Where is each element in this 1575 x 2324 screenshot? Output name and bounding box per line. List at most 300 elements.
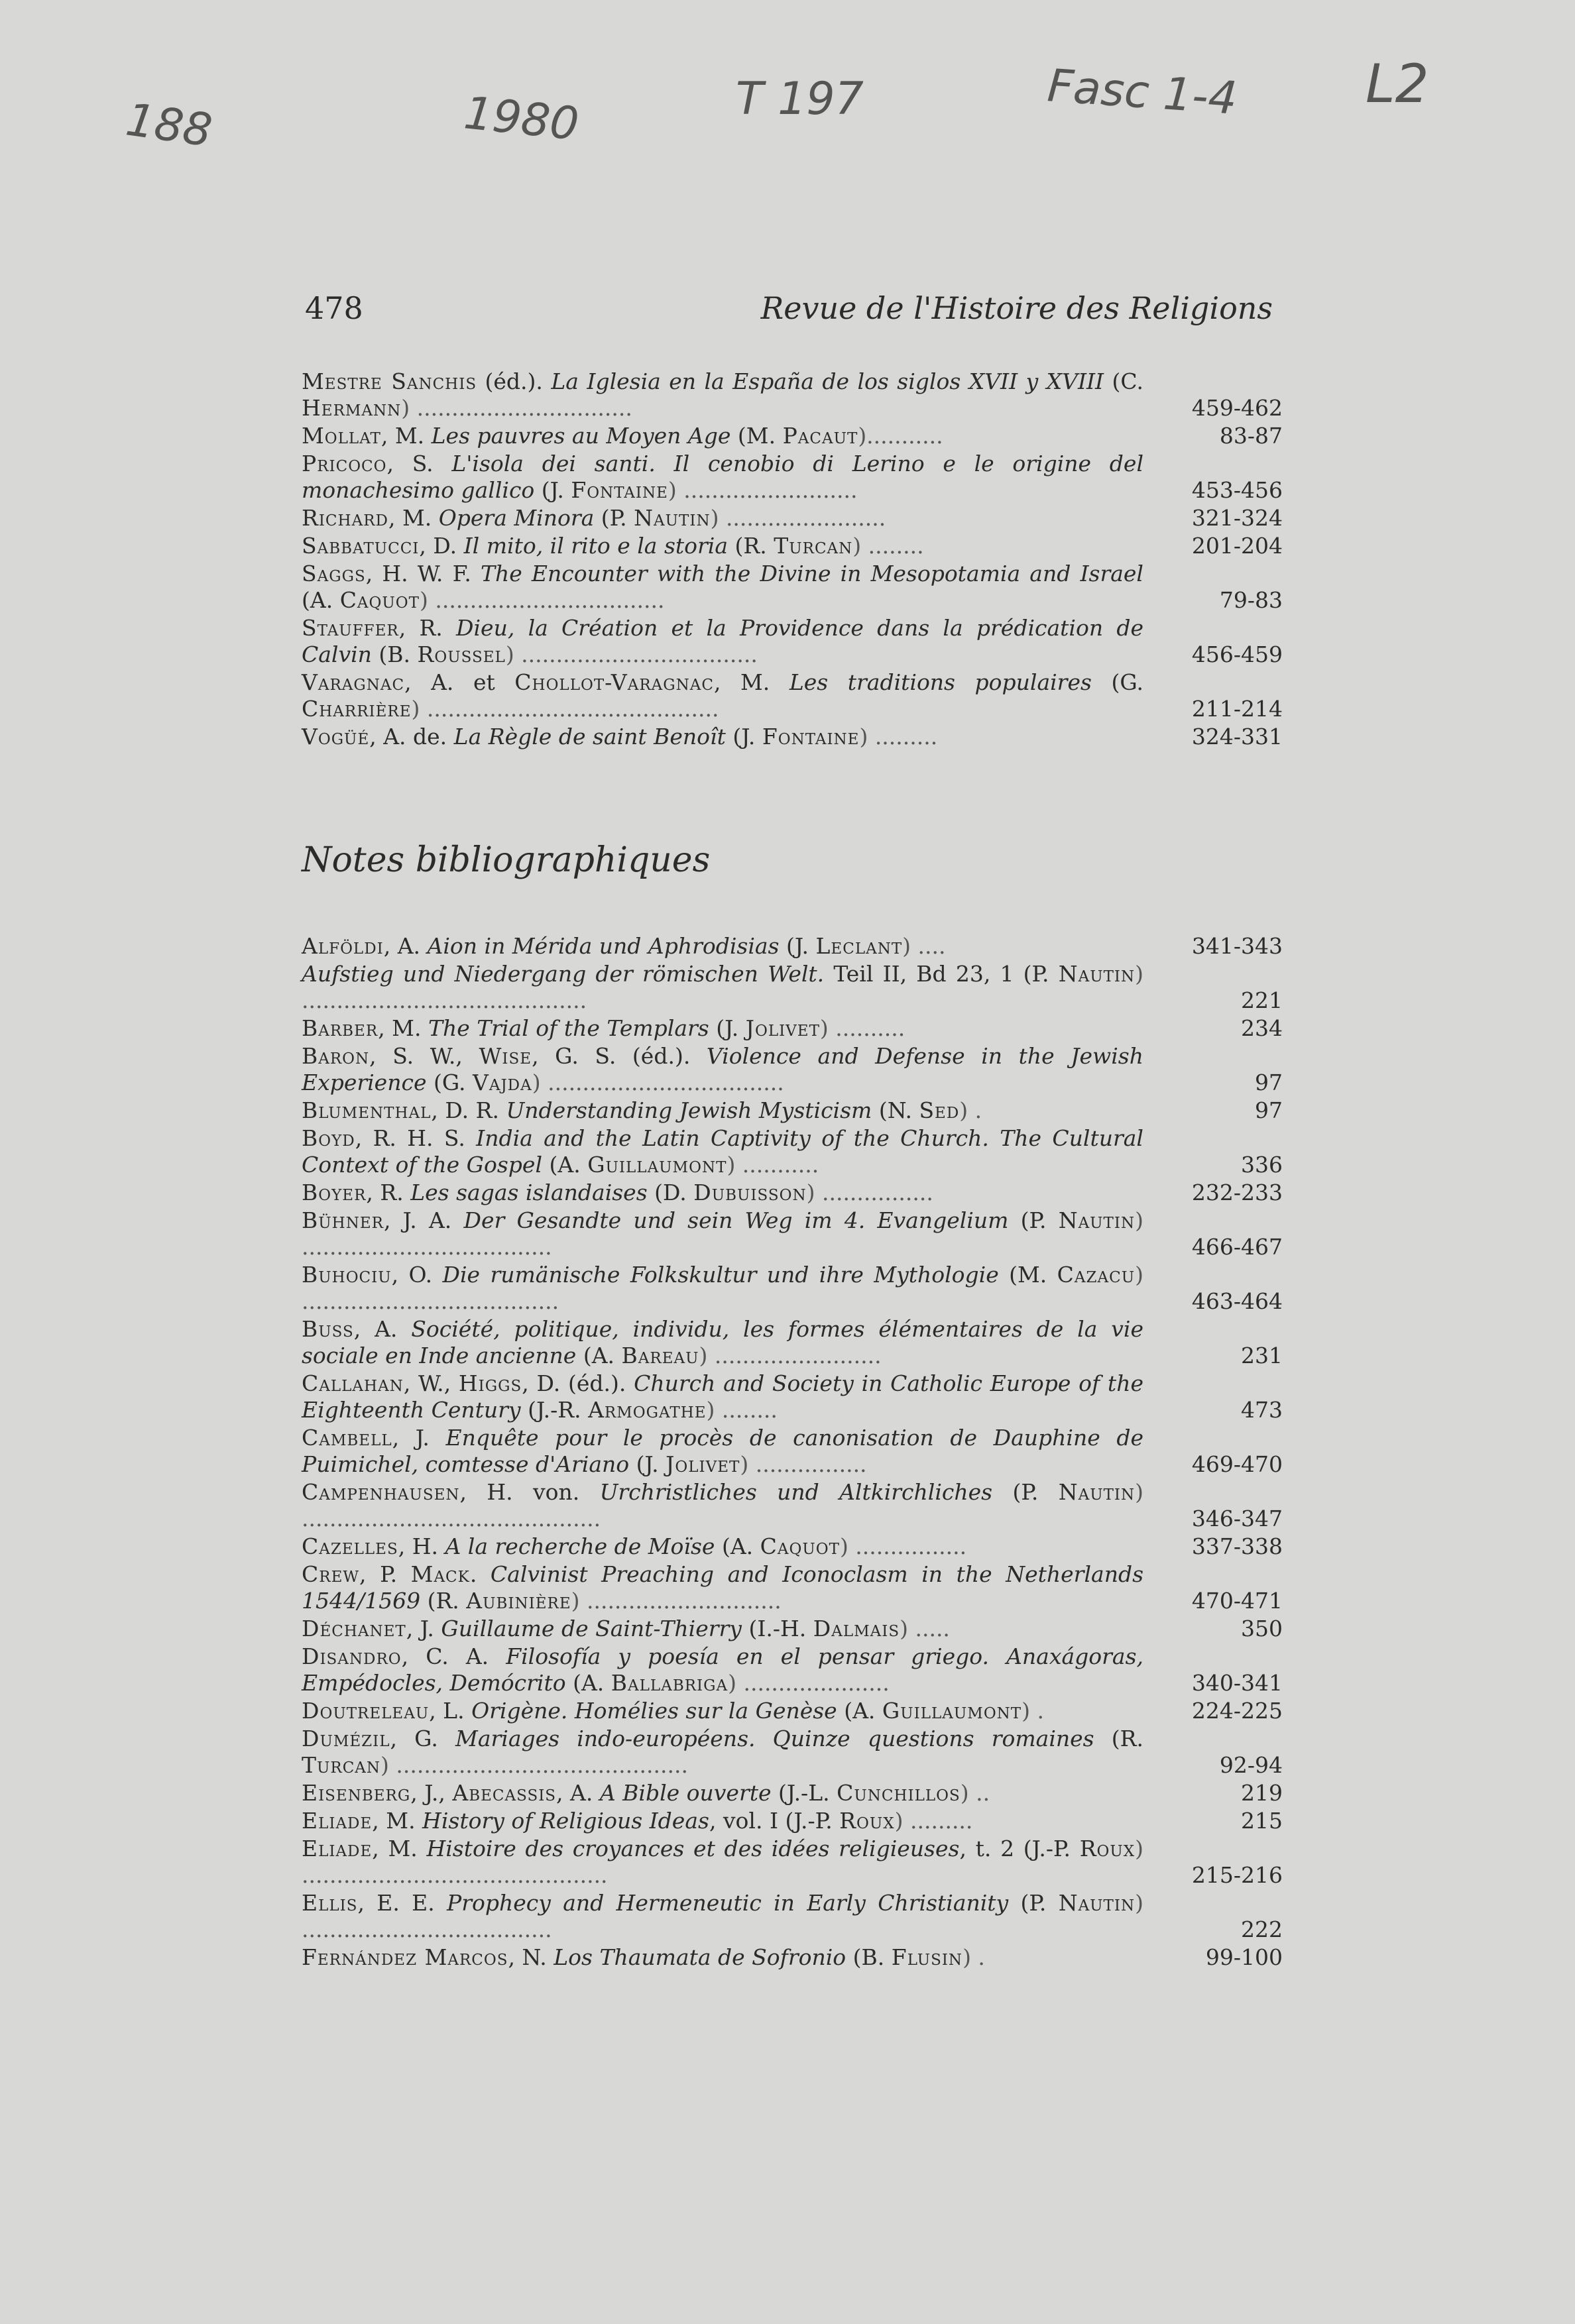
entry-text xyxy=(302,1616,1143,1642)
entry-text xyxy=(302,1043,1143,1096)
author-name: Saggs xyxy=(302,561,366,586)
index-entry xyxy=(302,1180,1283,1206)
leader-dots: ) . xyxy=(959,1097,982,1123)
reviewer-name: Turcan xyxy=(774,533,853,559)
author-initials: , J. xyxy=(392,1425,446,1451)
index-entry xyxy=(302,1207,1283,1260)
leader-dots: ) .... xyxy=(902,933,946,959)
reviewer-prefix: (R. xyxy=(728,533,774,559)
author-initials: , R. xyxy=(366,1180,411,1205)
reviewer-prefix: (I.-H. xyxy=(741,1616,813,1641)
reviewer-name: Bareau xyxy=(621,1343,699,1368)
author-initials: , M. xyxy=(372,1836,427,1861)
book-title: Mariages indo-européens. Quinze questions romaines xyxy=(455,1726,1094,1751)
book-title: The Trial of the Templars xyxy=(428,1015,709,1041)
reviewer-prefix: (R. xyxy=(420,1588,467,1614)
author-initials: , H. xyxy=(398,1533,445,1559)
page-range: 469-470 xyxy=(1191,1451,1283,1477)
book-title: Il mito, il rito e la storia xyxy=(463,533,729,559)
page-range: 466-467 xyxy=(1191,1234,1283,1260)
index-entry xyxy=(302,669,1283,722)
entry-text xyxy=(302,1262,1143,1315)
author-initials: , M. xyxy=(378,1015,428,1041)
book-title: L'isola dei santi. Il cenobio di Lerino e le origine del monachesimo gallico xyxy=(302,451,1144,503)
author-name: Boyer xyxy=(302,1180,367,1205)
entry-text xyxy=(302,615,1143,668)
author-name: Campenhausen xyxy=(302,1479,460,1505)
leader-dots: ) .......................................... xyxy=(380,1752,688,1778)
index-entry xyxy=(302,1479,1283,1532)
leader-dots: ) ..................... xyxy=(728,1670,890,1696)
reviewer-name: Roux xyxy=(839,1808,895,1834)
page-range: 97 xyxy=(1255,1070,1283,1095)
page-range: 231 xyxy=(1241,1343,1283,1368)
index-entry xyxy=(302,561,1283,614)
leader-dots: ) ......... xyxy=(859,724,938,749)
author-initials: , D. (éd.). xyxy=(522,1370,634,1396)
index-entry xyxy=(302,505,1283,531)
leader-dots: ) ........................ xyxy=(699,1343,882,1368)
book-title: Enquête pour le procès de canonisation de Dauphine de Puimichel, comtesse d'Ariano xyxy=(302,1425,1143,1477)
author-initials: , G. S. (éd.). xyxy=(532,1043,707,1069)
leader-dots: ) .......................................... xyxy=(411,696,719,722)
author-name: Mollat xyxy=(302,423,381,449)
book-title: Guillaume de Saint-Thierry xyxy=(441,1616,742,1641)
index-entry xyxy=(302,1780,1283,1806)
reviewer-name: Cunchillos xyxy=(837,1780,961,1806)
reviewer-prefix: (A. xyxy=(565,1670,611,1696)
author-initials: , R. H. S. xyxy=(355,1125,477,1151)
leader-dots: ) .................................. xyxy=(505,641,758,667)
entry-text xyxy=(302,1125,1143,1178)
book-title: Histoire des croyances et des idées religieuses xyxy=(426,1836,960,1861)
page-range: 215 xyxy=(1241,1808,1283,1834)
index-entry xyxy=(302,1808,1283,1834)
leader-dots: ) ............................... xyxy=(401,395,632,421)
reviewer-prefix: (J. xyxy=(629,1451,666,1477)
book-title: Les traditions populaires xyxy=(789,669,1092,695)
entry-text xyxy=(302,961,1143,1014)
entry-text xyxy=(302,724,1143,750)
page-range: 232-233 xyxy=(1191,1180,1283,1205)
page-range: 234 xyxy=(1241,1015,1283,1041)
author-name: Doutreleau xyxy=(302,1698,430,1724)
leader-dots: ) ..... xyxy=(900,1616,950,1641)
reviewer-prefix: (B. xyxy=(846,1944,892,1970)
author-initials: , J., xyxy=(410,1780,453,1806)
author-initials: , A. xyxy=(556,1780,600,1806)
leader-dots: ) ..................................... xyxy=(302,1262,1143,1314)
page-range: 224-225 xyxy=(1191,1698,1283,1724)
page-range: 350 xyxy=(1241,1616,1283,1641)
reviewer-prefix: (N. xyxy=(872,1097,919,1123)
entry-text xyxy=(302,1533,1143,1560)
leader-dots: ) .......... xyxy=(819,1015,905,1041)
volume-info: Teil II, Bd 23, 1 xyxy=(824,961,1014,987)
author-initials: , D. R. xyxy=(431,1097,506,1123)
author-name: Eliade xyxy=(302,1808,373,1834)
review-index-list xyxy=(302,368,1283,751)
author-initials: , A. et xyxy=(404,669,515,695)
reviewer-name: Flusin xyxy=(891,1944,963,1970)
leader-dots: ) .................................... xyxy=(302,1890,1143,1942)
book-title: Origène. Homélies sur la Genèse xyxy=(471,1698,837,1724)
author-name: Eliade xyxy=(302,1836,373,1861)
author-initials: , A. xyxy=(383,933,428,959)
index-entry xyxy=(302,1836,1283,1889)
author-initials: , C. A. xyxy=(401,1643,506,1669)
author-initials: . xyxy=(469,1561,491,1587)
leader-dots: )........... xyxy=(858,423,943,449)
author-name: Boyd xyxy=(302,1125,355,1151)
reviewer-prefix: (P. xyxy=(1008,1207,1059,1233)
author-initials: , M. xyxy=(372,1808,423,1834)
entry-text xyxy=(302,368,1143,421)
book-title: Church and Society in Catholic Europe of the Eighteenth Century xyxy=(302,1370,1143,1423)
leader-dots: ) . xyxy=(1021,1698,1045,1724)
book-title: India and the Latin Captivity of the Church. The Cultural Context of the Gospel xyxy=(302,1125,1143,1178)
author-initials: , H. W. F. xyxy=(365,561,481,586)
journal-title: Revue de l'Histoire des Religions xyxy=(760,290,1273,326)
author-initials: , A. de. xyxy=(369,724,454,749)
handwritten-note: Fasc 1-4 xyxy=(1045,60,1239,125)
page-range: 341-343 xyxy=(1191,933,1283,959)
reviewer-prefix: (J.-P. xyxy=(1014,1836,1080,1861)
entry-text xyxy=(302,1370,1143,1423)
page-number: 478 xyxy=(305,290,363,326)
reviewer-prefix: (P. xyxy=(1008,1890,1059,1916)
author-name: Disandro xyxy=(302,1643,402,1669)
reviewer-name: Guillaumont xyxy=(587,1152,727,1178)
book-title: Opera Minora xyxy=(438,505,595,531)
book-title: Violence and Defense in the Jewish Experience xyxy=(302,1043,1143,1095)
leader-dots: ) .................................. xyxy=(532,1070,784,1095)
page-range: 459-462 xyxy=(1191,395,1283,421)
reviewer-prefix: (A. xyxy=(576,1343,622,1368)
author-name: Cazelles xyxy=(302,1533,398,1559)
entry-text xyxy=(302,1643,1143,1696)
reviewer-name: Cazacu xyxy=(1057,1262,1136,1288)
entry-text xyxy=(302,1890,1143,1943)
book-title: Calvinist Preaching and Iconoclasm in the Netherlands 1544/1569 xyxy=(302,1561,1144,1614)
index-entry xyxy=(302,724,1283,750)
reviewer-name: Roussel xyxy=(417,641,506,667)
reviewer-name: Hermann xyxy=(302,395,402,421)
entry-text xyxy=(302,1561,1143,1614)
author-name: Déchanet xyxy=(302,1616,406,1641)
page-range: 99-100 xyxy=(1205,1944,1283,1970)
book-title: History of Religious Ideas xyxy=(422,1808,709,1834)
reviewer-name: Caquot xyxy=(760,1533,840,1559)
leader-dots: ) ....................... xyxy=(710,505,886,531)
reviewer-name: Fontaine xyxy=(762,724,860,749)
author-initials: , L. xyxy=(429,1698,472,1724)
author-name: Fernández Marcos xyxy=(302,1944,508,1970)
entry-text xyxy=(302,1780,1143,1806)
entry-text xyxy=(302,451,1143,504)
book-title: Understanding Jewish Mysticism xyxy=(506,1097,872,1123)
reviewer-name: Pacaut xyxy=(782,423,858,449)
book-title: Aufstieg und Niedergang der römischen Welt. xyxy=(302,961,825,987)
reviewer-name: Turcan xyxy=(302,1752,381,1778)
author-name: Higgs xyxy=(458,1370,522,1396)
book-title: Société, politique, individu, les formes élémentaires de la vie sociale en Inde ancienne xyxy=(302,1316,1143,1368)
leader-dots: ) ......... xyxy=(894,1808,973,1834)
author-initials: , D. xyxy=(419,533,464,559)
author-name: Barber xyxy=(302,1015,379,1041)
leader-dots: ) ........... xyxy=(727,1152,819,1178)
page-range: 221 xyxy=(1241,987,1283,1013)
handwritten-note: 1980 xyxy=(461,87,581,151)
page-range: 321-324 xyxy=(1191,505,1283,531)
book-title: La Iglesia en la España de los siglos XVII y XVIII xyxy=(551,368,1104,394)
reviewer-prefix: (M. xyxy=(998,1262,1057,1288)
reviewer-prefix: (M. xyxy=(730,423,783,449)
page-range: 97 xyxy=(1255,1097,1283,1123)
author-name: Pricoco xyxy=(302,451,387,476)
book-title: Der Gesandte und sein Weg im 4. Evangelium xyxy=(463,1207,1009,1233)
author-initials: , M. xyxy=(380,423,432,449)
author-name: Varagnac xyxy=(302,669,405,695)
reviewer-prefix: (J.-L. xyxy=(771,1780,837,1806)
notes-index-list xyxy=(302,933,1283,1972)
author-initials: , O. xyxy=(391,1262,443,1288)
leader-dots: ) ......................................... xyxy=(302,961,1143,1013)
reviewer-prefix: (G. xyxy=(1091,669,1143,695)
index-entry xyxy=(302,1698,1283,1724)
index-entry xyxy=(302,1015,1283,1042)
page-range: 83-87 xyxy=(1219,423,1283,449)
leader-dots: ) .................................... xyxy=(302,1207,1143,1260)
leader-dots: ) ................ xyxy=(839,1533,967,1559)
author-name: Ellis xyxy=(302,1890,358,1916)
author-name: Richard xyxy=(302,505,388,531)
entry-text xyxy=(302,505,1143,531)
index-entry xyxy=(302,1262,1283,1315)
reviewer-prefix: (J.-P. xyxy=(778,1808,840,1834)
page-range: 211-214 xyxy=(1191,696,1283,722)
leader-dots: ) ................ xyxy=(740,1451,867,1477)
index-entry xyxy=(302,1316,1283,1369)
reviewer-name: Nautin xyxy=(1058,1207,1136,1233)
index-entry xyxy=(302,1125,1283,1178)
author-initials: , P. xyxy=(359,1561,411,1587)
reviewer-prefix: (J. xyxy=(725,724,762,749)
book-title: A Bible ouverte xyxy=(599,1780,772,1806)
author-name: Bühner xyxy=(302,1207,384,1233)
handwritten-note: L2 xyxy=(1366,53,1429,115)
book-title: Aion in Mérida und Aphrodisias xyxy=(427,933,780,959)
page-range: 456-459 xyxy=(1191,641,1283,667)
author-name: Baron xyxy=(302,1043,370,1069)
reviewer-prefix: (J. xyxy=(534,477,571,503)
author-name: Crew xyxy=(302,1561,359,1587)
reviewer-name: Fontaine xyxy=(571,477,668,503)
volume-info: , vol. I xyxy=(709,1808,778,1834)
entry-text xyxy=(302,933,1143,960)
index-entry xyxy=(302,1043,1283,1096)
reviewer-name: Nautin xyxy=(1058,961,1136,987)
author-name: Chollot-Varagnac xyxy=(514,669,714,695)
author-initials: , W., xyxy=(403,1370,459,1396)
author-initials: , E. E. xyxy=(357,1890,447,1916)
author-initials: , J. xyxy=(406,1616,441,1641)
author-name: Mestre Sanchis xyxy=(302,368,477,394)
entry-text xyxy=(302,1015,1143,1042)
handwritten-note: 188 xyxy=(123,93,215,158)
author-name: Buss xyxy=(302,1316,354,1342)
entry-text xyxy=(302,1316,1143,1369)
page-range: 215-216 xyxy=(1191,1862,1283,1888)
index-entry xyxy=(302,423,1283,449)
reviewer-name: Sed xyxy=(919,1097,960,1123)
author-name: Dumézil xyxy=(302,1726,390,1751)
reviewer-prefix: (P. xyxy=(1014,961,1059,987)
page-range: 219 xyxy=(1241,1780,1283,1806)
index-entry xyxy=(302,615,1283,668)
index-entry xyxy=(302,1643,1283,1696)
page-range: 222 xyxy=(1241,1916,1283,1942)
page-range: 473 xyxy=(1241,1397,1283,1423)
author-name: Abecassis xyxy=(452,1780,557,1806)
author-name: Callahan xyxy=(302,1370,404,1396)
entry-text xyxy=(302,1944,1143,1971)
page-range: 453-456 xyxy=(1191,477,1283,503)
index-entry xyxy=(302,1561,1283,1614)
page-range: 463-464 xyxy=(1191,1288,1283,1314)
author-initials: , R. xyxy=(398,615,457,641)
leader-dots: ) ................................. xyxy=(419,587,665,613)
reviewer-prefix: (D. xyxy=(647,1180,694,1205)
entry-text xyxy=(302,1479,1143,1532)
page-range: 346-347 xyxy=(1191,1506,1283,1531)
index-entry xyxy=(302,961,1283,1014)
reviewer-prefix: (A. xyxy=(302,587,340,613)
reviewer-name: Roux xyxy=(1079,1836,1136,1861)
reviewer-name: Aubinière xyxy=(466,1588,571,1614)
author-initials: , N. xyxy=(508,1944,554,1970)
leader-dots: ) ............................ xyxy=(571,1588,782,1614)
reviewer-name: Nautin xyxy=(1058,1479,1136,1505)
volume-info: , t. 2 xyxy=(959,1836,1015,1861)
book-title: Los Thaumata de Sofronio xyxy=(554,1944,846,1970)
entry-text xyxy=(302,1698,1143,1724)
author-name: Alföldi xyxy=(302,933,384,959)
entry-text xyxy=(302,533,1143,559)
reviewer-name: Leclant xyxy=(815,933,903,959)
page-range: 324-331 xyxy=(1191,724,1283,749)
author-initials: , S. W., xyxy=(369,1043,479,1069)
author-name: Stauffer xyxy=(302,615,399,641)
reviewer-name: Ballabriga xyxy=(611,1670,729,1696)
author-name: Buhociu xyxy=(302,1262,392,1288)
index-entry xyxy=(302,1425,1283,1478)
reviewer-name: Nautin xyxy=(1058,1890,1136,1916)
reviewer-name: Jolivet xyxy=(666,1451,740,1477)
reviewer-prefix: (P. xyxy=(992,1479,1059,1505)
author-name: Cambell xyxy=(302,1425,392,1451)
book-title: Les pauvres au Moyen Age xyxy=(431,423,731,449)
reviewer-name: Dubuisson xyxy=(693,1180,807,1205)
leader-dots: ) . xyxy=(962,1944,985,1970)
author-name: Blumenthal xyxy=(302,1097,432,1123)
leader-dots: ) ........ xyxy=(706,1397,778,1423)
reviewer-name: Armogathe xyxy=(588,1397,707,1423)
reviewer-prefix: (P. xyxy=(594,505,634,531)
entry-text xyxy=(302,1180,1143,1206)
entry-text xyxy=(302,1097,1143,1124)
index-entry xyxy=(302,1533,1283,1560)
author-initials: , M. xyxy=(714,669,789,695)
reviewer-name: Nautin xyxy=(634,505,711,531)
reviewer-prefix: (B. xyxy=(371,641,418,667)
index-entry xyxy=(302,1726,1283,1779)
author-initials: , G. xyxy=(390,1726,456,1751)
reviewer-prefix: (A. xyxy=(715,1533,760,1559)
entry-text xyxy=(302,1808,1143,1834)
book-title: Les sagas islandaises xyxy=(410,1180,648,1205)
book-title: Die rumänische Folkskultur und ihre Mythologie xyxy=(442,1262,999,1288)
author-initials: (éd.). xyxy=(477,368,552,394)
book-title: Filosofía y poesía en el pensar griego. Anaxágoras, Empédocles, Demócrito xyxy=(302,1643,1144,1696)
index-entry xyxy=(302,451,1283,504)
book-title: Dieu, la Création et la Providence dans la prédication de Calvin xyxy=(302,615,1143,667)
index-entry xyxy=(302,933,1283,960)
author-initials: , S. xyxy=(386,451,452,476)
entry-text xyxy=(302,1836,1143,1889)
reviewer-prefix: (A. xyxy=(542,1152,588,1178)
entry-text xyxy=(302,423,1143,449)
entry-text xyxy=(302,669,1143,722)
index-entry xyxy=(302,1097,1283,1124)
book-title: La Règle de saint Benoît xyxy=(453,724,726,749)
index-entry xyxy=(302,533,1283,559)
author-initials: , J. A. xyxy=(383,1207,464,1233)
leader-dots: ) ......................... xyxy=(668,477,858,503)
leader-dots: ) ........ xyxy=(852,533,924,559)
leader-dots: ) ............................................ xyxy=(302,1836,1144,1888)
page-range: 92-94 xyxy=(1219,1752,1283,1778)
leader-dots: ) .. xyxy=(960,1780,990,1806)
leader-dots: ) ........................................... xyxy=(302,1479,1143,1531)
author-name: Vogüé xyxy=(302,724,370,749)
author-initials: , M. xyxy=(388,505,439,531)
reviewer-name: Guillaumont xyxy=(882,1698,1022,1724)
author-name: Wise xyxy=(479,1043,532,1069)
reviewer-prefix: (J.-R. xyxy=(520,1397,589,1423)
book-title: Prophecy and Hermeneutic in Early Christianity xyxy=(447,1890,1009,1916)
entry-text xyxy=(302,1207,1143,1260)
reviewer-prefix: (R. xyxy=(1094,1726,1143,1751)
leader-dots: ) ................ xyxy=(806,1180,933,1205)
reviewer-name: Caquot xyxy=(339,587,420,613)
page-range: 336 xyxy=(1241,1152,1283,1178)
reviewer-prefix: (J. xyxy=(779,933,816,959)
reviewer-name: Jolivet xyxy=(745,1015,820,1041)
entry-text xyxy=(302,1726,1143,1779)
reviewer-prefix: (J. xyxy=(709,1015,746,1041)
author-initials: , H. von. xyxy=(459,1479,600,1505)
reviewer-name: Dalmais xyxy=(813,1616,900,1641)
author-name: Eisenberg xyxy=(302,1780,411,1806)
entry-text xyxy=(302,1425,1143,1478)
reviewer-prefix: (C. xyxy=(1104,368,1143,394)
page-range: 340-341 xyxy=(1191,1670,1283,1696)
book-title: The Encounter with the Divine in Mesopotamia and Israel xyxy=(480,561,1143,586)
index-entry xyxy=(302,1370,1283,1423)
page-range: 337-338 xyxy=(1191,1533,1283,1559)
reviewer-prefix: (A. xyxy=(837,1698,882,1724)
